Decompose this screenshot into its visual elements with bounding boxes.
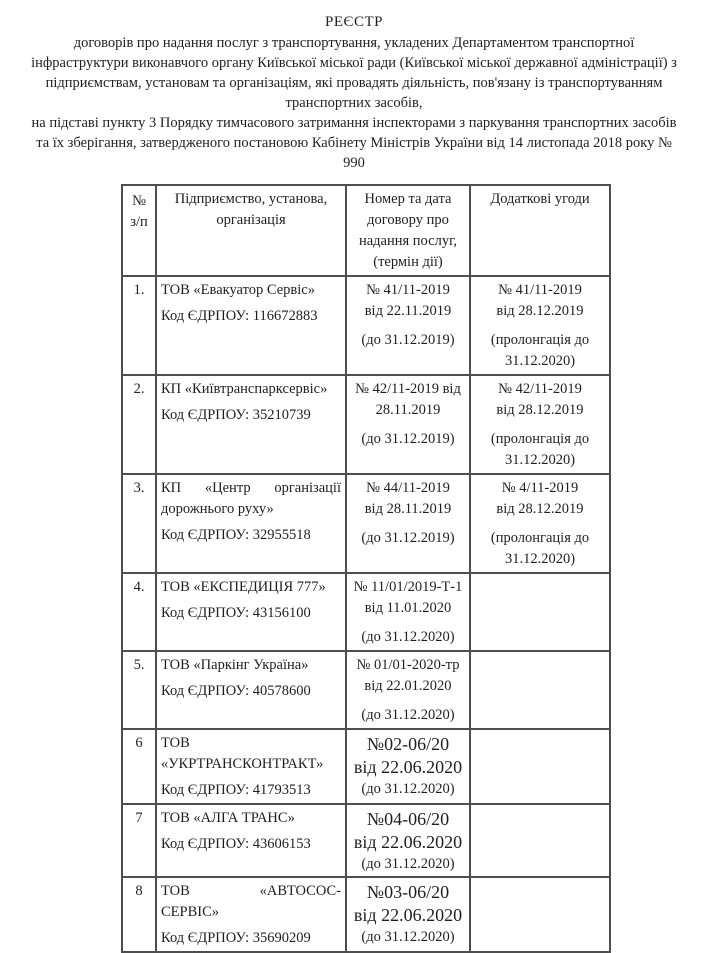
row-number: 5. (133, 657, 145, 673)
contract-cell (346, 276, 470, 375)
org-cell (156, 474, 346, 573)
row-number: 3. (133, 480, 145, 496)
addendum-cell (470, 804, 610, 877)
table-row (122, 375, 610, 474)
contract-date: від 11.01.2020 (364, 600, 452, 616)
org-code: Код ЄДРПОУ: 35210739 (161, 407, 311, 423)
header-num-line2: з/п (130, 214, 148, 230)
row-number-cell (122, 877, 156, 952)
title-line: договорів про надання послуг з транспортування, укладених Департаментом транспортної (73, 35, 635, 51)
title-block (0, 0, 708, 173)
header-contract-cell (346, 185, 470, 276)
contract-number: №03-06/20 (366, 882, 450, 902)
contract-number: № 11/01/2019-Т-1 (353, 579, 463, 595)
addendum-term: (пролонгація до 31.12.2020) (490, 530, 590, 567)
header-addendum-cell (470, 185, 610, 276)
contract-date: від 22.06.2020 (353, 905, 463, 925)
contract-term: (до 31.12.2020) (361, 929, 455, 945)
table-header-row (122, 185, 610, 276)
contract-date: від 22.06.2020 (353, 757, 463, 777)
addendum-cell (470, 651, 610, 729)
org-name: ТОВ «Паркінг Україна» (161, 657, 309, 673)
contract-term: (до 31.12.2020) (361, 781, 455, 797)
addendum-date: від 28.12.2019 (496, 402, 584, 418)
contract-term: (до 31.12.2020) (361, 629, 455, 645)
addendum-cell (470, 729, 610, 804)
org-cell (156, 651, 346, 729)
header-num-cell (122, 185, 156, 276)
contract-term: (до 31.12.2020) (361, 707, 455, 723)
org-code: Код ЄДРПОУ: 40578600 (161, 683, 311, 699)
contract-cell (346, 877, 470, 952)
addendum-cell (470, 474, 610, 573)
contract-number: № 42/11-2019 від (355, 381, 461, 397)
contract-number: №04-06/20 (366, 809, 450, 829)
org-name: ТОВ «АЛГА ТРАНС» (161, 810, 295, 826)
addendum-number: № 41/11-2019 (498, 282, 582, 298)
org-cell (156, 573, 346, 651)
header-org-label: Підприємство, установа, організація (174, 191, 328, 228)
contract-term: (до 31.12.2019) (361, 431, 455, 447)
contract-date: від 22.01.2020 (364, 678, 452, 694)
table-row (122, 573, 610, 651)
title-line: та їх зберігання, затвердженого постановою Кабінету Міністрів України від 14 листопада 2018 року № (36, 135, 672, 151)
header-num-line1: № (132, 193, 146, 209)
org-name: КП «Київтранспарксервіс» (161, 381, 328, 397)
org-name: КП «Центр організації (161, 480, 341, 496)
org-name: ТОВ «АВТОСОС- (161, 883, 341, 899)
row-number-cell (122, 276, 156, 375)
row-number: 7 (135, 810, 143, 826)
row-number: 4. (133, 579, 145, 595)
row-number-cell (122, 375, 156, 474)
contract-cell (346, 651, 470, 729)
title-line: на підставі пункту 3 Порядку тимчасового затримання інспекторами з паркування транспортних засобів (31, 115, 677, 131)
contract-cell (346, 573, 470, 651)
registry-table (121, 184, 611, 953)
table-row (122, 276, 610, 375)
contract-date: 28.11.2019 (375, 402, 441, 418)
org-name: ТОВ (161, 735, 190, 751)
table-row (122, 651, 610, 729)
contract-cell (346, 804, 470, 877)
table-row (122, 474, 610, 573)
addendum-cell (470, 573, 610, 651)
contract-number: № 41/11-2019 (366, 282, 450, 298)
org-code: Код ЄДРПОУ: 43606153 (161, 836, 311, 852)
contract-date: від 28.11.2019 (364, 501, 452, 517)
org-code: Код ЄДРПОУ: 116672883 (161, 308, 318, 324)
org-cell (156, 804, 346, 877)
addendum-cell (470, 877, 610, 952)
addendum-number: № 42/11-2019 (498, 381, 582, 397)
row-number: 6 (135, 735, 143, 751)
row-number-cell (122, 573, 156, 651)
contract-date: від 22.11.2019 (364, 303, 452, 319)
contract-cell (346, 375, 470, 474)
contract-number: №02-06/20 (366, 734, 450, 754)
row-number-cell (122, 729, 156, 804)
contract-date: від 22.06.2020 (353, 832, 463, 852)
contract-number: № 44/11-2019 (366, 480, 450, 496)
addendum-term: (пролонгація до 31.12.2020) (490, 332, 590, 369)
document-title: РЕЄСТР (325, 14, 383, 30)
org-cell (156, 375, 346, 474)
contract-term: (до 31.12.2019) (361, 530, 455, 546)
addendum-cell (470, 276, 610, 375)
org-name: СЕРВІС» (161, 904, 220, 920)
contract-cell (346, 474, 470, 573)
contract-cell (346, 729, 470, 804)
org-code: Код ЄДРПОУ: 43156100 (161, 605, 311, 621)
row-number-cell (122, 651, 156, 729)
org-code: Код ЄДРПОУ: 41793513 (161, 782, 311, 798)
addendum-term: (пролонгація до 31.12.2020) (490, 431, 590, 468)
org-cell (156, 276, 346, 375)
title-line: 990 (343, 155, 365, 171)
table-row (122, 804, 610, 877)
table-row (122, 729, 610, 804)
row-number: 1. (133, 282, 145, 298)
org-name: ТОВ «ЕКСПЕДИЦІЯ 777» (161, 579, 326, 595)
header-addendum-label: Додаткові угоди (490, 191, 590, 207)
title-line: транспортних засобів, (285, 95, 423, 111)
row-number: 8 (135, 883, 143, 899)
org-code: Код ЄДРПОУ: 32955518 (161, 527, 311, 543)
org-code: Код ЄДРПОУ: 35690209 (161, 930, 311, 946)
contract-term: (до 31.12.2020) (361, 856, 455, 872)
title-line: інфраструктури виконавчого органу Київської міської ради (Київської міської державної адміністрації) з (31, 55, 677, 71)
addendum-date: від 28.12.2019 (496, 501, 584, 517)
org-cell (156, 729, 346, 804)
org-name: «УКРТРАНСКОНТРАКТ» (161, 756, 324, 772)
addendum-cell (470, 375, 610, 474)
addendum-number: № 4/11-2019 (501, 480, 579, 496)
row-number-cell (122, 474, 156, 573)
row-number-cell (122, 804, 156, 877)
header-org-cell (156, 185, 346, 276)
contract-term: (до 31.12.2019) (361, 332, 455, 348)
header-contract-label: Номер та дата договору про надання послуг, (термін дії) (358, 191, 458, 270)
title-line: підприємствам, установам та організаціям, які провадять діяльність, пов'язану із транспортуванням (45, 75, 663, 91)
org-cell (156, 877, 346, 952)
table-row (122, 877, 610, 952)
row-number: 2. (133, 381, 145, 397)
addendum-date: від 28.12.2019 (496, 303, 584, 319)
contract-number: № 01/01-2020-тр (356, 657, 460, 673)
org-name: ТОВ «Евакуатор Сервіс» (161, 282, 315, 298)
org-name: дорожнього руху» (161, 501, 274, 517)
